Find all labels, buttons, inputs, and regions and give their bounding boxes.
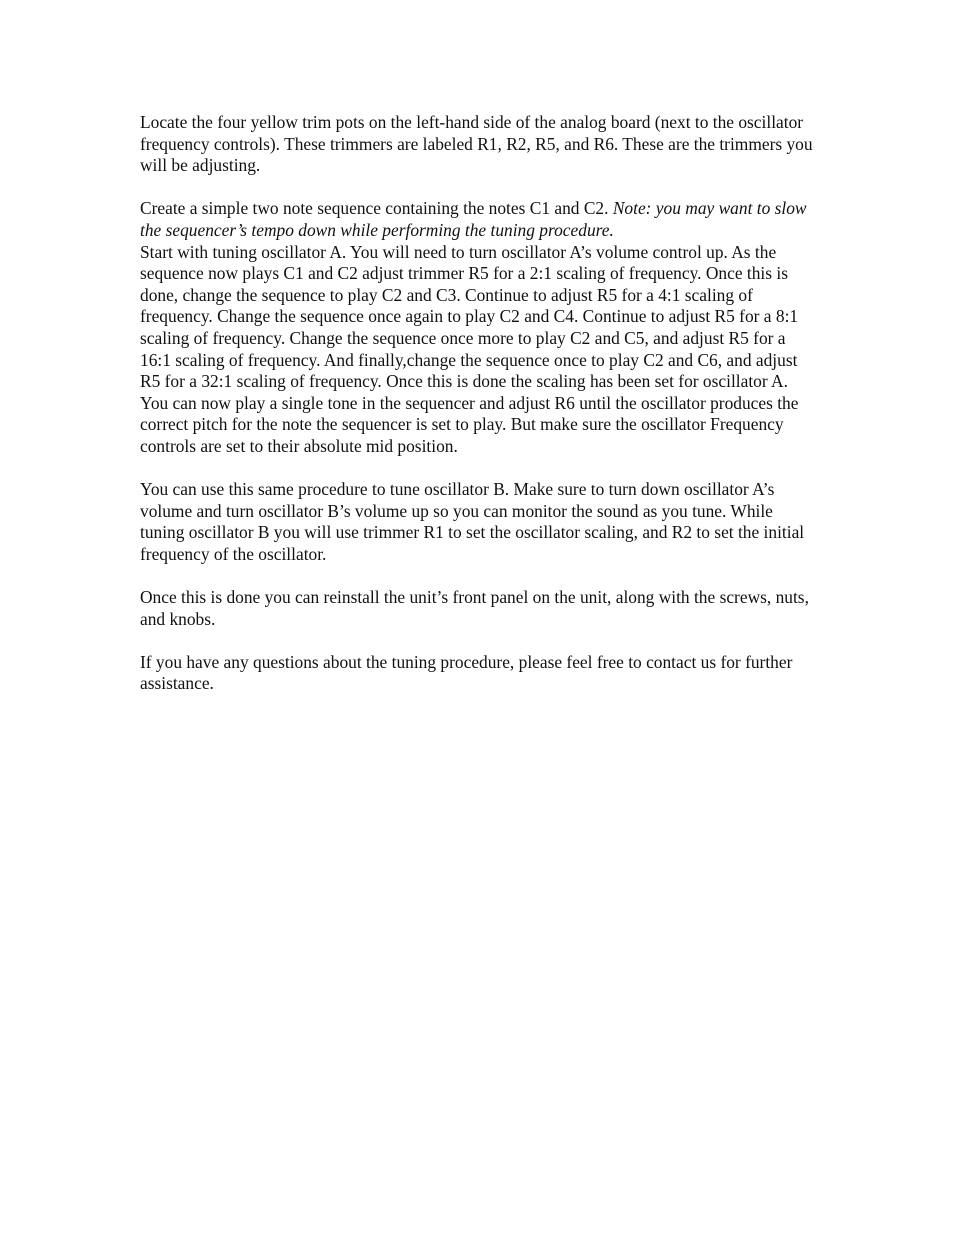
paragraph-reinstall — [140, 587, 814, 630]
paragraph-trim-pots-text: Locate the four yellow trim pots on the left-hand side of the analog board (next to the oscillator frequency controls). These trimmers are labeled R1, R2, R5, and R6. These are the trimmers you will be adjusting. — [140, 112, 813, 176]
paragraph-sequence — [140, 198, 814, 241]
paragraph-sequence-text: Create a simple two note sequence containing the notes C1 and C2. — [140, 198, 613, 219]
paragraph-contact-text: If you have any questions about the tuning procedure, please feel free to contact us for further assistance. — [140, 651, 793, 694]
tempo-note: Note: you may want to slow the sequencer’s tempo down while performing the tuning procedure. — [140, 198, 807, 240]
paragraph-tuning-osc-a — [140, 242, 814, 458]
document-body — [140, 112, 814, 717]
paragraph-trim-pots — [140, 112, 814, 177]
paragraph-tuning-osc-b — [140, 479, 814, 565]
paragraph-reinstall-text: Once this is done you can reinstall the unit’s front panel on the unit, along with the screws, nuts, and knobs. — [140, 587, 809, 629]
paragraph-tuning-osc-b-text: You can use this same procedure to tune oscillator B. Make sure to turn down oscillator A’s volume and turn oscillator B’s volume up so you can monitor the sound as you tune. While tuning oscillator B you will use trimmer R1 to set the oscillator scaling, and R2 to set the initial frequency of the oscillator. — [140, 479, 805, 564]
paragraph-contact — [140, 652, 814, 695]
paragraph-tuning-osc-a-text: Start with tuning oscillator A. You will need to turn oscillator A’s volume control up. As the sequence now plays C1 and C2 adjust trimmer R5 for a 2:1 scaling of frequency. Once this is done, change the sequence to play C2 and C3. Continue to adjust R5 for a 4:1 scaling of frequency. Change the sequence once again to play C2 and C4. Continue to adjust R5 for a 8:1 scaling of frequency. Change the sequence once more to play C2 and C5, and adjust R5 for a 16:1 scaling of frequency. And finally,change the sequence once to play C2 and C6, and adjust R5 for a 32:1 scaling of frequency. Once this is done the scaling has been set for oscillator A. You can now play a single tone in the sequencer and adjust R6 until the oscillator produces the correct pitch for the note the sequencer is set to play. But make sure the oscillator Frequency controls are set to their absolute mid position. — [140, 241, 799, 456]
